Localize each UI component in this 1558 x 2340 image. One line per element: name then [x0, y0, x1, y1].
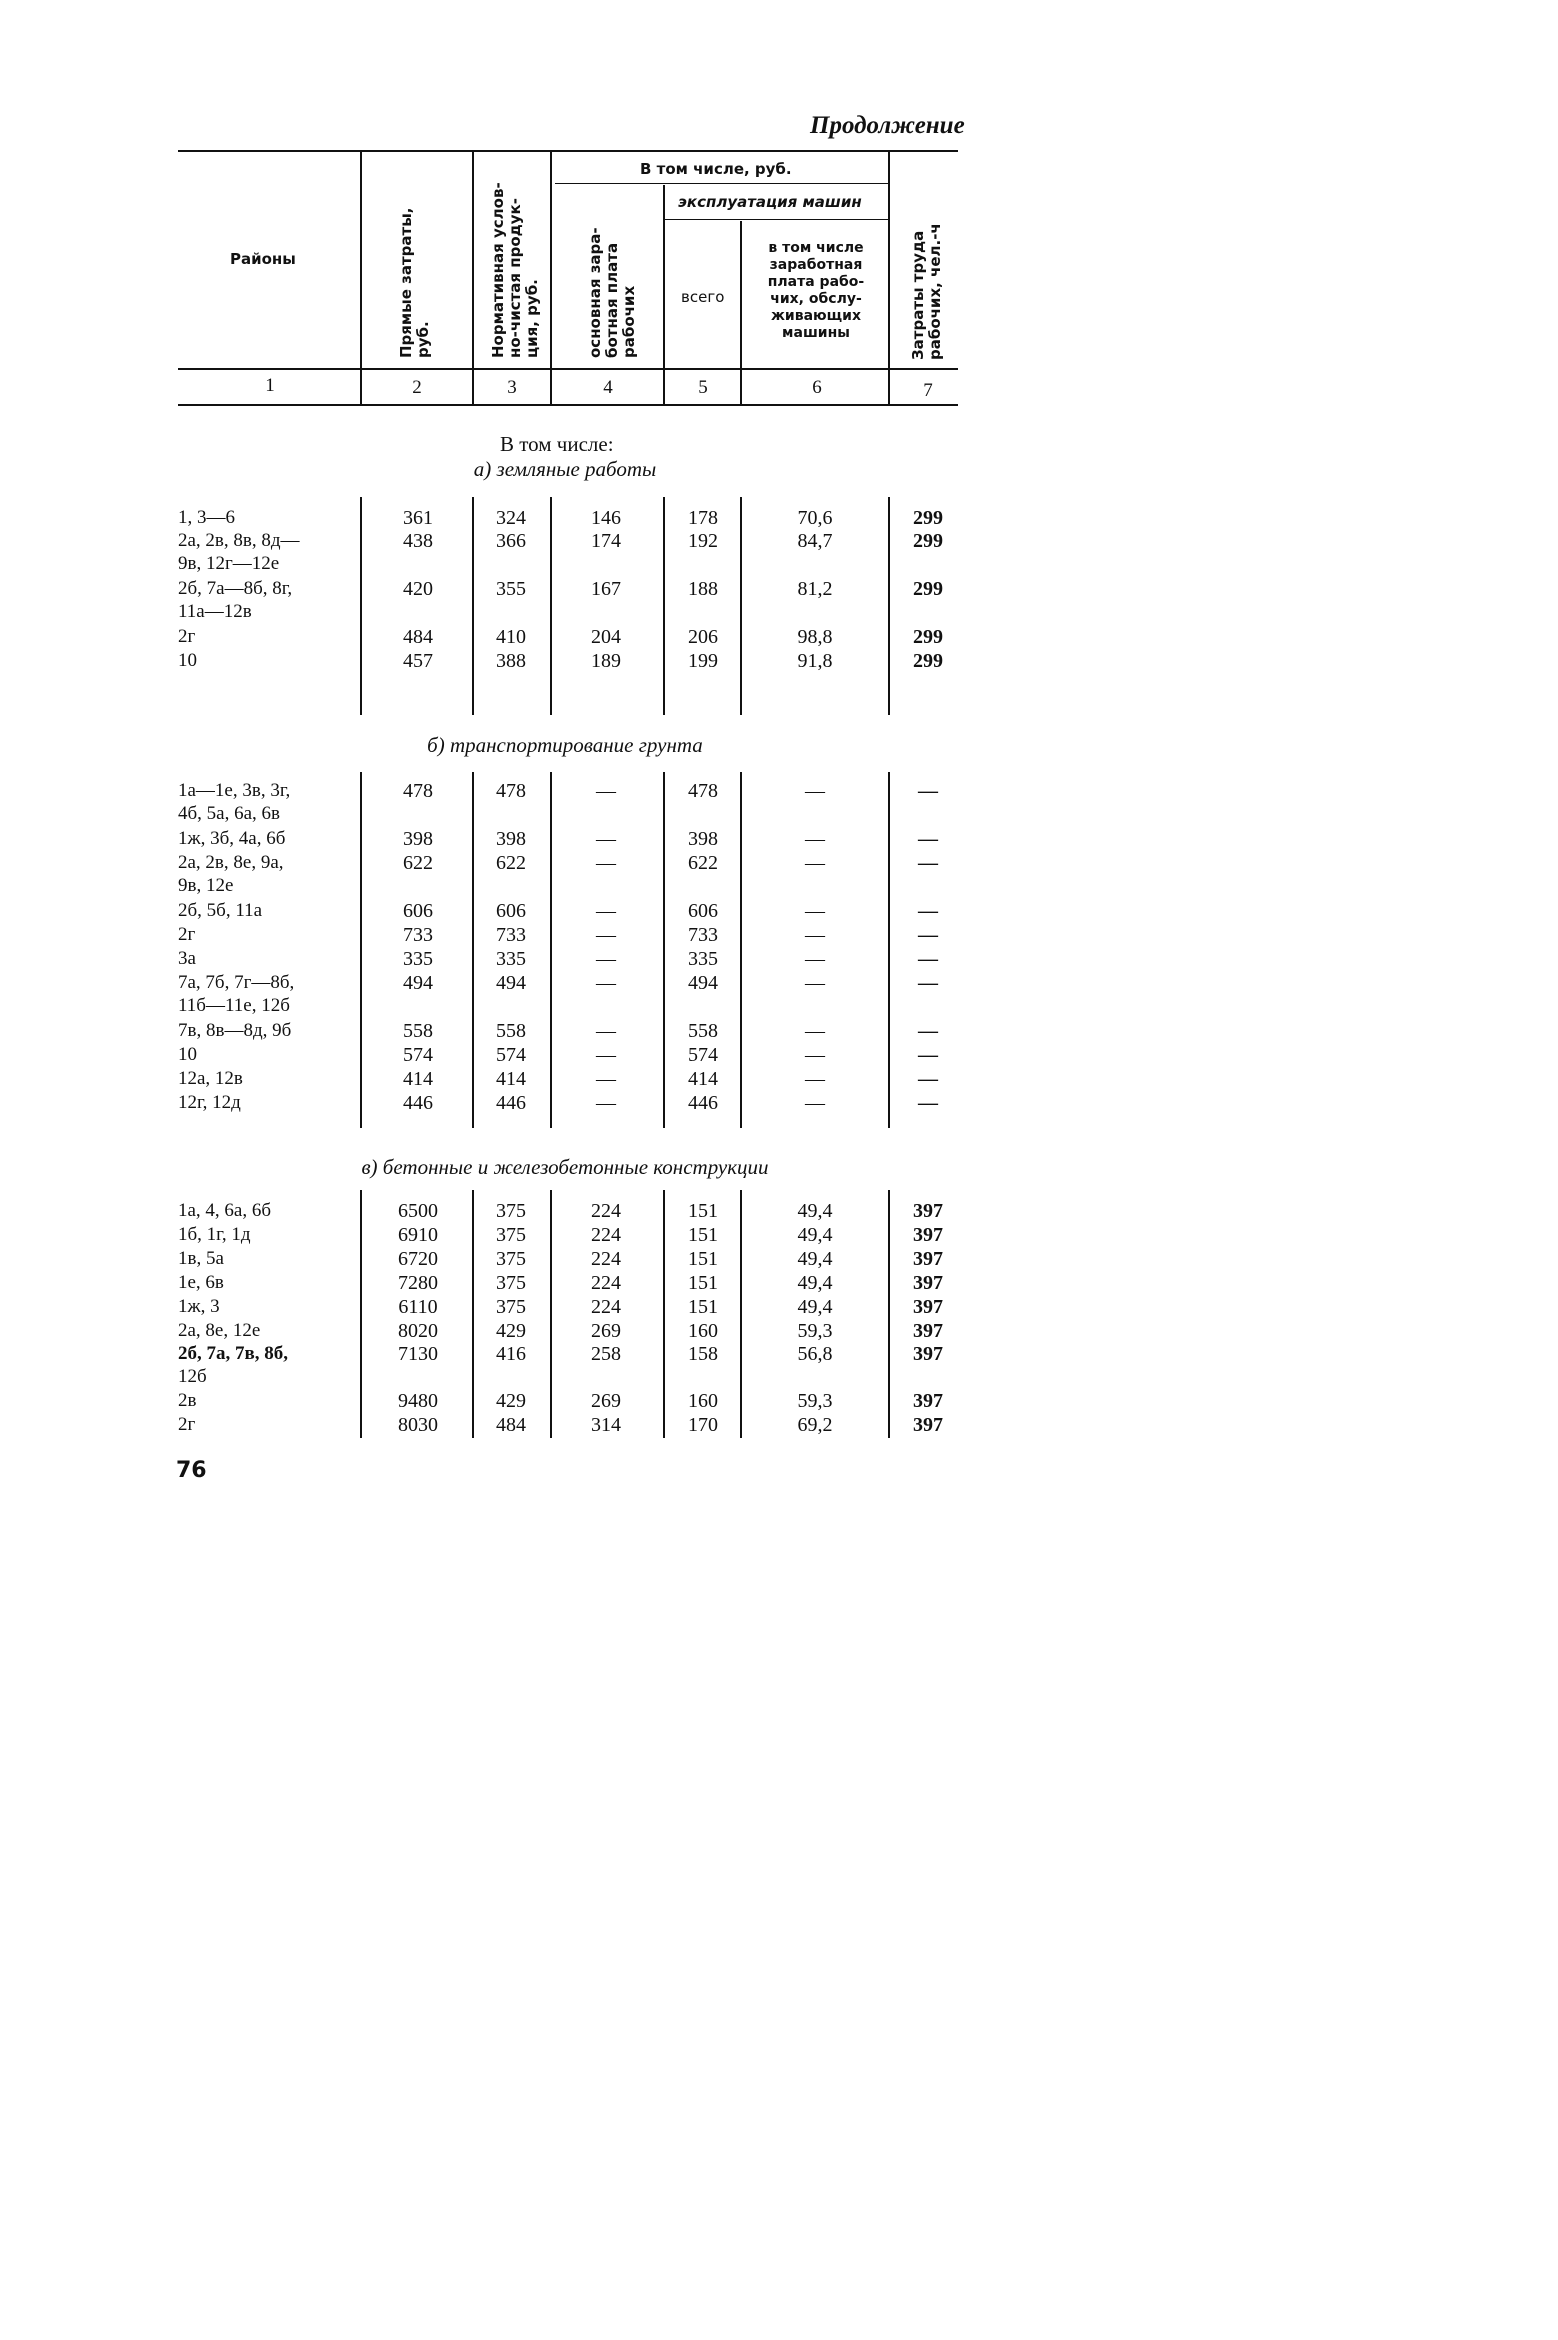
value-cell: 167 [591, 578, 621, 600]
column-number: 3 [507, 377, 517, 398]
value-cell: 429 [496, 1320, 526, 1342]
value-cell: 478 [403, 780, 433, 802]
value-cell: — [918, 924, 938, 946]
value-cell: 160 [688, 1390, 718, 1412]
value-cell: 457 [403, 650, 433, 672]
region-cell: 12а, 12в [178, 1068, 243, 1089]
value-cell: 361 [403, 507, 433, 529]
value-cell: 416 [496, 1343, 526, 1365]
subgroup-rule [665, 219, 888, 220]
value-cell: 258 [591, 1343, 621, 1365]
value-cell: — [596, 948, 616, 970]
value-cell: 199 [688, 650, 718, 672]
value-cell: 56,8 [797, 1343, 833, 1365]
region-cell: 10 [178, 1044, 197, 1065]
value-cell: 397 [913, 1390, 943, 1412]
value-cell: 49,4 [797, 1296, 833, 1318]
value-cell: 59,3 [797, 1390, 833, 1412]
value-cell: 375 [496, 1248, 526, 1270]
value-cell: 314 [591, 1414, 621, 1436]
value-cell: — [805, 852, 825, 874]
value-cell: 6110 [398, 1296, 438, 1318]
value-cell: — [805, 900, 825, 922]
value-cell: 397 [913, 1296, 943, 1318]
value-cell: 204 [591, 626, 621, 648]
value-cell: 324 [496, 507, 526, 529]
value-cell: 622 [688, 852, 718, 874]
value-cell: 224 [591, 1224, 621, 1246]
value-cell: — [805, 948, 825, 970]
value-cell: 335 [496, 948, 526, 970]
value-cell: 397 [913, 1414, 943, 1436]
region-cell: 11б—11е, 12б [178, 995, 290, 1016]
value-cell: 484 [403, 626, 433, 648]
header-divider [550, 152, 552, 404]
value-cell: 397 [913, 1320, 943, 1342]
value-cell: 446 [688, 1092, 718, 1114]
value-cell: 622 [403, 852, 433, 874]
value-cell: 398 [496, 828, 526, 850]
value-cell: — [805, 780, 825, 802]
value-cell: 174 [591, 530, 621, 552]
table-row [0, 507, 1050, 530]
value-cell: 446 [496, 1092, 526, 1114]
header-divider [663, 185, 665, 404]
value-cell: 158 [688, 1343, 718, 1365]
region-cell: 2б, 7а—8б, 8г, [178, 578, 293, 599]
table-row [0, 948, 1050, 971]
value-cell: — [918, 1092, 938, 1114]
value-cell: 446 [403, 1092, 433, 1114]
region-cell: 2б, 7а, 7в, 8б, [178, 1343, 289, 1364]
region-cell: 1е, 6в [178, 1272, 224, 1293]
value-cell: — [596, 828, 616, 850]
value-cell: 49,4 [797, 1248, 833, 1270]
value-cell: 299 [913, 507, 943, 529]
column-number: 5 [698, 377, 708, 398]
table-row [0, 1272, 1050, 1295]
region-cell: 10 [178, 650, 197, 671]
value-cell: 429 [496, 1390, 526, 1412]
value-cell: 558 [496, 1020, 526, 1042]
value-cell: 151 [688, 1200, 718, 1222]
region-cell: 11а—12в [178, 601, 252, 622]
value-cell: 151 [688, 1296, 718, 1318]
value-cell: 388 [496, 650, 526, 672]
header-machine-operation: эксплуатация машин [678, 193, 862, 211]
value-cell: 606 [688, 900, 718, 922]
value-cell: 70,6 [797, 507, 833, 529]
region-cell: 2а, 2в, 8е, 9а, [178, 852, 284, 873]
value-cell: — [918, 948, 938, 970]
value-cell: 398 [688, 828, 718, 850]
value-cell: 189 [591, 650, 621, 672]
value-cell: 84,7 [797, 530, 833, 552]
value-cell: 375 [496, 1200, 526, 1222]
header-bottom-rule [178, 368, 958, 370]
value-cell: 8030 [398, 1414, 438, 1436]
value-cell: 6500 [398, 1200, 438, 1222]
table-row [0, 852, 1050, 898]
value-cell: 397 [913, 1200, 943, 1222]
value-cell: 494 [688, 972, 718, 994]
value-cell: 397 [913, 1272, 943, 1294]
value-cell: 574 [496, 1044, 526, 1066]
region-cell: 1б, 1г, 1д [178, 1224, 251, 1245]
region-cell: 12б [178, 1366, 207, 1387]
value-cell: 49,4 [797, 1224, 833, 1246]
value-cell: 558 [688, 1020, 718, 1042]
value-cell: 335 [403, 948, 433, 970]
value-cell: 733 [688, 924, 718, 946]
value-cell: 224 [591, 1248, 621, 1270]
value-cell: 478 [688, 780, 718, 802]
value-cell: — [918, 1044, 938, 1066]
value-cell: — [596, 972, 616, 994]
region-cell: 7а, 7б, 7г—8б, [178, 972, 295, 993]
value-cell: 178 [688, 507, 718, 529]
table-row [0, 650, 1050, 673]
region-cell: 2в [178, 1390, 197, 1411]
table-row [0, 1200, 1050, 1223]
region-cell: 9в, 12г—12е [178, 553, 280, 574]
region-cell: 2б, 5б, 11а [178, 900, 263, 921]
intro-text: В том числе: [500, 432, 614, 456]
table-row [0, 924, 1050, 947]
header-direct-costs: Прямые затраты, руб. [397, 207, 432, 358]
region-cell: 12г, 12д [178, 1092, 241, 1113]
header-divider [472, 152, 474, 404]
region-cell: 1, 3—6 [178, 507, 235, 528]
table-row [0, 1296, 1050, 1319]
value-cell: 299 [913, 578, 943, 600]
table-row [0, 1343, 1050, 1389]
value-cell: — [596, 1092, 616, 1114]
value-cell: 9480 [398, 1390, 438, 1412]
value-cell: — [805, 1068, 825, 1090]
header-including-group: В том числе, руб. [640, 160, 792, 178]
value-cell: — [596, 1068, 616, 1090]
value-cell: 375 [496, 1296, 526, 1318]
value-cell: 151 [688, 1224, 718, 1246]
region-cell: 1а—1е, 3в, 3г, [178, 780, 291, 801]
value-cell: — [805, 828, 825, 850]
region-cell: 9в, 12е [178, 875, 234, 896]
value-cell: 494 [403, 972, 433, 994]
value-cell: 160 [688, 1320, 718, 1342]
region-cell: 2г [178, 1414, 196, 1435]
value-cell: — [805, 1044, 825, 1066]
value-cell: 299 [913, 650, 943, 672]
region-cell: 1ж, 3б, 4а, 6б [178, 828, 286, 849]
table-row [0, 1044, 1050, 1067]
value-cell: 397 [913, 1248, 943, 1270]
region-cell: 1а, 4, 6а, 6б [178, 1200, 272, 1221]
value-cell: 484 [496, 1414, 526, 1436]
table-row [0, 530, 1050, 576]
table-row [0, 1248, 1050, 1271]
value-cell: — [596, 1044, 616, 1066]
value-cell: 91,8 [797, 650, 833, 672]
value-cell: — [805, 1020, 825, 1042]
group-rule [555, 183, 888, 184]
column-number: 1 [265, 375, 275, 396]
value-cell: 269 [591, 1320, 621, 1342]
section-title: б) транспортирование грунта [427, 733, 703, 757]
region-cell: 1в, 5а [178, 1248, 224, 1269]
section-title: а) земляные работы [473, 457, 657, 481]
value-cell: 299 [913, 626, 943, 648]
value-cell: 224 [591, 1272, 621, 1294]
value-cell: — [918, 972, 938, 994]
value-cell: 192 [688, 530, 718, 552]
value-cell: — [918, 1068, 938, 1090]
value-cell: — [596, 924, 616, 946]
value-cell: 6910 [398, 1224, 438, 1246]
value-cell: 98,8 [797, 626, 833, 648]
region-cell: 2а, 2в, 8в, 8д— [178, 530, 300, 551]
value-cell: 6720 [398, 1248, 438, 1270]
value-cell: 420 [403, 578, 433, 600]
column-number: 7 [923, 380, 933, 401]
value-cell: 398 [403, 828, 433, 850]
value-cell: — [918, 1020, 938, 1042]
value-cell: 494 [496, 972, 526, 994]
value-cell: — [918, 900, 938, 922]
region-cell: 2г [178, 924, 196, 945]
value-cell: 335 [688, 948, 718, 970]
column-number: 2 [412, 377, 422, 398]
value-cell: 224 [591, 1200, 621, 1222]
header-net-production: Нормативная услов- но-чистая продук- ция, руб. [489, 182, 541, 358]
value-cell: 81,2 [797, 578, 833, 600]
header-regions: Районы [230, 250, 296, 268]
region-cell: 7в, 8в—8д, 9б [178, 1020, 292, 1041]
continuation-label: Продолжение [810, 112, 965, 139]
value-cell: 146 [591, 507, 621, 529]
value-cell: 375 [496, 1224, 526, 1246]
table-row [0, 972, 1050, 1018]
value-cell: 188 [688, 578, 718, 600]
column-number: 4 [603, 377, 613, 398]
section-title: в) бетонные и железобетонные конструкции [361, 1155, 769, 1179]
table-row [0, 780, 1050, 826]
value-cell: 7280 [398, 1272, 438, 1294]
value-cell: — [596, 900, 616, 922]
value-cell: 49,4 [797, 1272, 833, 1294]
value-cell: — [918, 828, 938, 850]
region-cell: 2а, 8е, 12е [178, 1320, 261, 1341]
value-cell: 414 [403, 1068, 433, 1090]
value-cell: — [805, 1092, 825, 1114]
table-row [0, 626, 1050, 649]
header-divider [360, 152, 362, 404]
value-cell: 414 [496, 1068, 526, 1090]
table-row [0, 1020, 1050, 1043]
header-divider [740, 221, 742, 404]
header-machine-wage: в том числе заработная плата рабо- чих, обслу- живающих машины [767, 240, 865, 341]
value-cell: 438 [403, 530, 433, 552]
value-cell: 269 [591, 1390, 621, 1412]
region-cell: 4б, 5а, 6а, 6в [178, 803, 281, 824]
value-cell: — [918, 780, 938, 802]
value-cell: 733 [496, 924, 526, 946]
value-cell: 574 [688, 1044, 718, 1066]
value-cell: — [596, 852, 616, 874]
number-row-bottom-rule [178, 404, 958, 406]
table-row [0, 1224, 1050, 1247]
value-cell: 622 [496, 852, 526, 874]
header-top-rule [178, 150, 958, 152]
value-cell: 733 [403, 924, 433, 946]
value-cell: 355 [496, 578, 526, 600]
value-cell: 8020 [398, 1320, 438, 1342]
value-cell: 375 [496, 1272, 526, 1294]
header-base-wage: основная зара- ботная плата рабочих [586, 227, 638, 358]
region-cell: 2г [178, 626, 196, 647]
value-cell: — [596, 780, 616, 802]
table-row [0, 900, 1050, 923]
value-cell: — [918, 852, 938, 874]
value-cell: — [805, 972, 825, 994]
value-cell: 397 [913, 1343, 943, 1365]
value-cell: 299 [913, 530, 943, 552]
table-row [0, 1390, 1050, 1413]
column-number: 6 [812, 377, 822, 398]
region-cell: 3а [178, 948, 196, 969]
table-row [0, 1320, 1050, 1343]
table-row [0, 1414, 1050, 1437]
page-number: 76 [176, 1458, 207, 1483]
value-cell: 59,3 [797, 1320, 833, 1342]
value-cell: 69,2 [797, 1414, 833, 1436]
value-cell: 478 [496, 780, 526, 802]
value-cell: 7130 [398, 1343, 438, 1365]
value-cell: 151 [688, 1272, 718, 1294]
value-cell: 558 [403, 1020, 433, 1042]
value-cell: 397 [913, 1224, 943, 1246]
header-total: всего [681, 288, 725, 306]
value-cell: 410 [496, 626, 526, 648]
header-labor-costs: Затраты труда рабочих, чел.-ч [909, 223, 944, 360]
value-cell: 206 [688, 626, 718, 648]
value-cell: 606 [496, 900, 526, 922]
value-cell: 606 [403, 900, 433, 922]
value-cell: 170 [688, 1414, 718, 1436]
table-row [0, 828, 1050, 851]
value-cell: 151 [688, 1248, 718, 1270]
table-row [0, 1068, 1050, 1091]
table-row [0, 578, 1050, 624]
value-cell: 574 [403, 1044, 433, 1066]
value-cell: 414 [688, 1068, 718, 1090]
header-divider [888, 152, 890, 404]
table-row [0, 1092, 1050, 1115]
value-cell: 224 [591, 1296, 621, 1318]
value-cell: — [596, 1020, 616, 1042]
value-cell: 366 [496, 530, 526, 552]
value-cell: 49,4 [797, 1200, 833, 1222]
value-cell: — [805, 924, 825, 946]
region-cell: 1ж, 3 [178, 1296, 220, 1317]
